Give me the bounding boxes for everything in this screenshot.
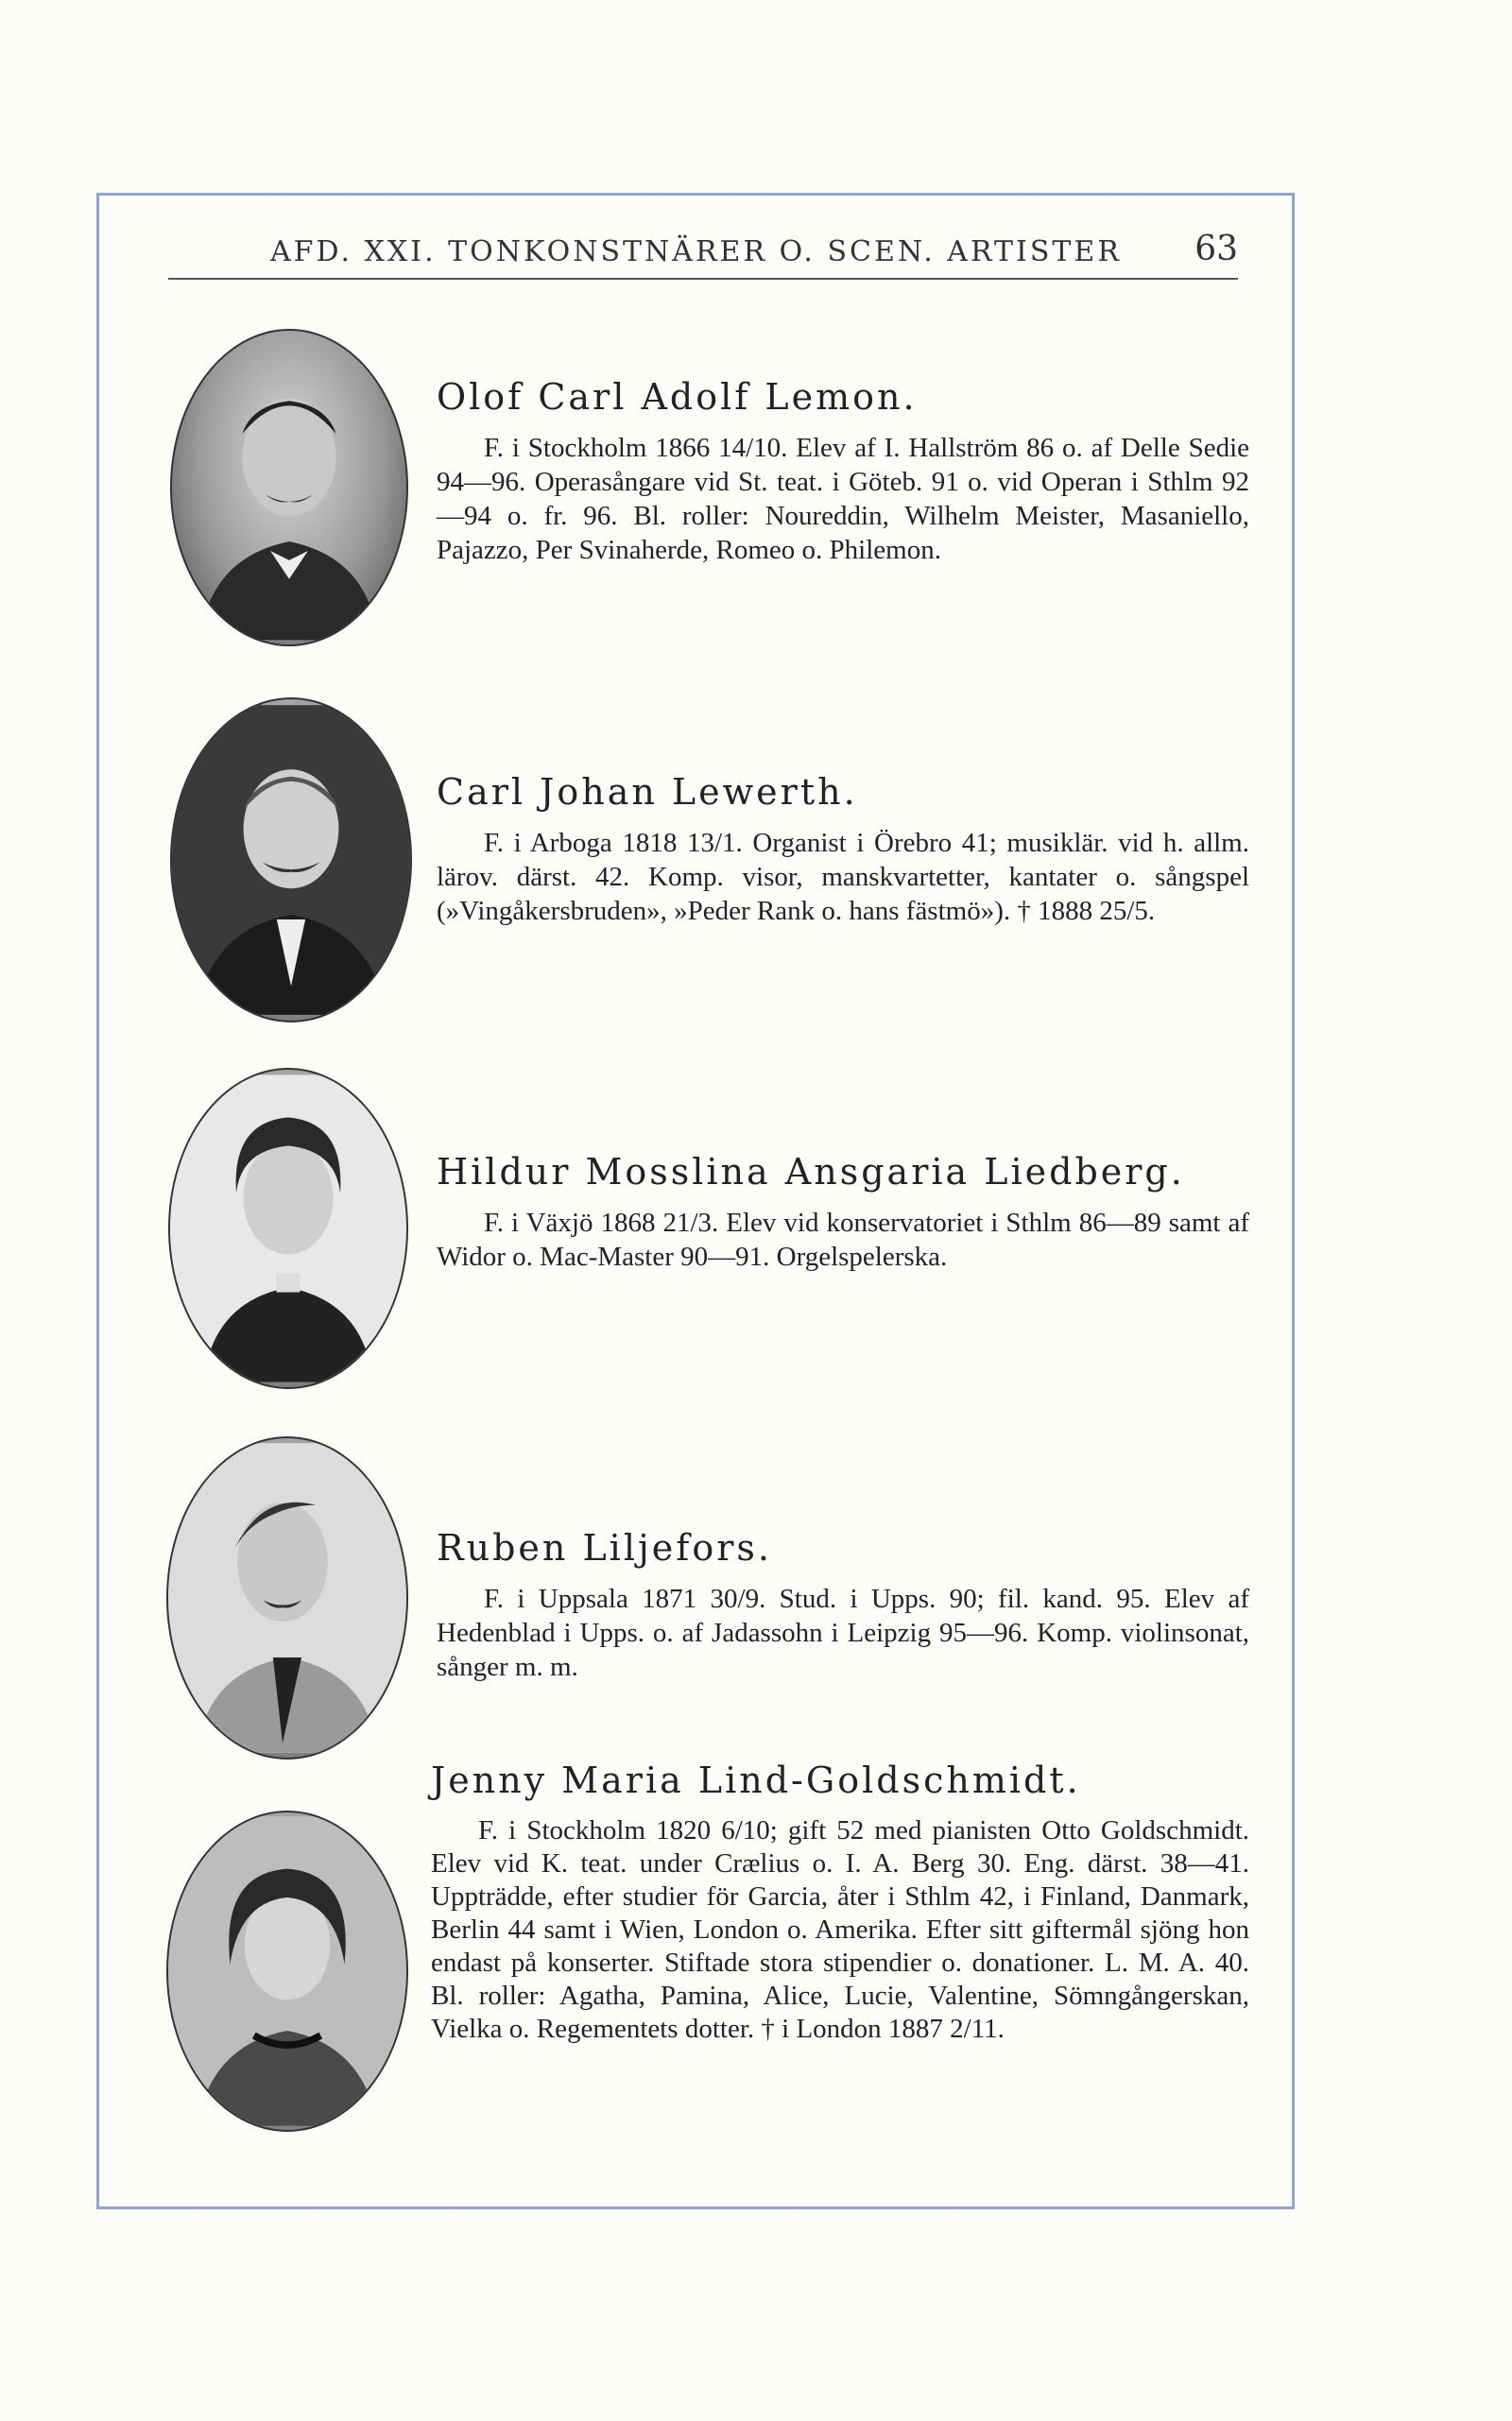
running-head: [168, 227, 1238, 280]
portrait-man-icon: [172, 699, 410, 1021]
entry-liljefors: [163, 1436, 1249, 1760]
portrait-woman-icon: [168, 1812, 406, 2130]
portrait-woman-icon: [170, 1070, 406, 1387]
entry-name: Carl Johan Lewerth.: [437, 771, 858, 813]
page-number: 63: [1194, 230, 1238, 268]
entry-lind-goldschmidt: [163, 1760, 1249, 2138]
entry-name: Olof Carl Adolf Lemon.: [437, 376, 918, 418]
portrait-photo: [166, 1436, 408, 1760]
entry-liedberg: [163, 1068, 1249, 1389]
entry-bio: F. i Stockholm 1820 6/10; gift 52 med pianisten Otto Goldschmidt. Elev vid K. teat. under Crælius o. I. A. Berg 30. Eng. därst. 38—41. Uppträdde, efter studier för Garcia, åter i Sthlm 42, i Finland, Danmark, Berlin 44 samt i Wien, London o. Amerika. Efter sitt giftermål sjöng hon endast på konserter. Stiftade stora stipendier o. donationer. L. M. A. 40. Bl. roller: Agatha, Pamina, Alice, Lucie, Valentine, Sömngångerskan, Vielka o. Regementets dotter. † i London 1887 2/11.: [431, 1815, 1249, 2044]
portrait-photo: [170, 697, 412, 1022]
portrait-photo: [166, 1811, 408, 2132]
entry-name: Ruben Liljefors.: [437, 1527, 772, 1569]
portrait-man-icon: [168, 1438, 406, 1758]
entry-name: Jenny Maria Lind-Goldschmidt.: [431, 1760, 1081, 1801]
entry-bio: F. i Arboga 1818 13/1. Organist i Örebro 41; musiklär. vid h. allm. lärov. därst. 42. Komp. visor, manskvartetter, kantater o. sångspel (»Vingåkersbruden», »Peder Rank o. hans fästmö»). † 1888 25/5.: [437, 828, 1249, 926]
portrait-photo: [170, 329, 408, 646]
entry-bio: F. i Uppsala 1871 30/9. Stud. i Upps. 90; fil. kand. 95. Elev af Hedenblad i Upps. o. af Jadassohn i Leipzig 95—96. Komp. violinsonat, sånger m. m.: [437, 1584, 1249, 1682]
entry-lewerth: [163, 697, 1249, 1022]
entry-lemon: [163, 329, 1249, 650]
portrait-man-icon: [172, 331, 406, 644]
entry-bio: F. i Stockholm 1866 14/10. Elev af I. Hallström 86 o. af Delle Sedie 94—96. Operasångare vid St. teat. i Göteb. 91 o. vid Operan i Sthlm 92—94 o. fr. 96. Bl. roller: Noureddin, Wilhelm Meister, Masaniello, Pajazzo, Per Svinaherde, Romeo o. Philemon.: [437, 433, 1249, 565]
portrait-photo: [168, 1068, 408, 1389]
entry-name: Hildur Mosslina Ansgaria Liedberg.: [437, 1151, 1185, 1193]
entry-bio: F. i Växjö 1868 21/3. Elev vid konservatoriet i Sthlm 86—89 samt af Widor o. Mac-Master 90—91. Orgelspelerska.: [437, 1208, 1249, 1272]
section-title: AFD. XXI. TONKONSTNÄRER O. SCEN. ARTISTER: [270, 235, 1122, 268]
